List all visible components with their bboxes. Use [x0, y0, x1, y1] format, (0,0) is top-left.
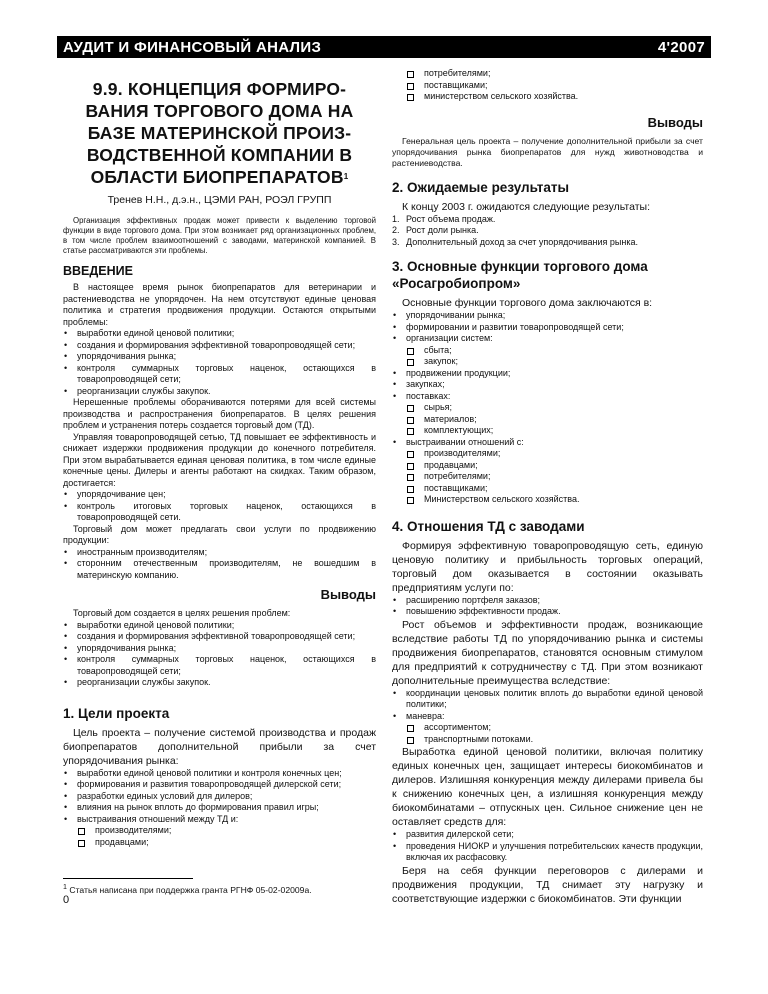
list-item: • организации систем:: [392, 333, 703, 345]
square-list: [392, 345, 703, 368]
conclusions-heading: Выводы: [647, 114, 703, 130]
list-item: • выработки единой ценовой политики;: [63, 620, 376, 632]
list-item: • иностранным производителям;: [63, 547, 376, 559]
list-item: ассортиментом;: [406, 722, 703, 734]
list-item: • реорганизации службы закупок.: [63, 386, 376, 398]
paragraph: В настоящее время рынок биопрепаратов для ветеринарии и растениеводства не упорядочен. На нем отсутствуют единые ценовая политика и стратегия продвижения продукции. Остаются открытыми проблемы:: [63, 282, 376, 327]
right-column: [392, 66, 703, 906]
list-item: • продвижении продукции;: [392, 368, 703, 380]
list-item: продавцами;: [406, 460, 703, 472]
numbered-list: [392, 214, 703, 249]
bullet-list: [392, 368, 703, 403]
intro-heading: ВВЕДЕНИЕ: [63, 264, 133, 278]
list-item: • контроль итоговых торговых наценок, остающихся в товаропроводящей сети.: [63, 501, 376, 524]
bullet-list: [392, 437, 703, 449]
item-text: Рост доли рынка.: [406, 225, 479, 235]
list-item: • формировании и развитии товаропроводящей сети;: [392, 322, 703, 334]
paragraph: Торговый дом создается в целях решения проблем:: [73, 608, 291, 618]
functions-heading: 3. Основные функции торгового дома «Росагробиопром»: [392, 259, 648, 291]
paragraph: Торговый дом может предлагать свои услуги по продвижению продукции:: [63, 523, 376, 545]
list-item: • выстраивания отношений между ТД и:: [63, 814, 376, 826]
list-item: транспортными потоками.: [406, 734, 703, 746]
list-item: • маневра:: [392, 711, 703, 723]
paragraph: Выработка единой ценовой политики, включая политику единых конечных цен, защищает интересы биокомбинатов и дилеров. Излишняя конкуренция между дилерами привела бы к снижению конечных цен, а излишняя конкуренция между биокомбинатами – отпускных цен. Сильное снижение цен не оставляет средств для:: [392, 746, 703, 828]
list-item: [392, 225, 703, 237]
list-item: • упорядочивания рынка;: [63, 351, 376, 363]
list-item: • контроля суммарных торговых наценок, остающихся в товаропроводящей сети;: [63, 654, 376, 677]
list-item: сырья;: [406, 402, 703, 414]
relations-heading: 4. Отношения ТД с заводами: [392, 518, 585, 534]
list-item: • создания и формирования эффективной товаропроводящей сети;: [63, 340, 376, 352]
square-list: [392, 448, 703, 506]
article-title-text: 9.9. КОНЦЕПЦИЯ ФОРМИРО-ВАНИЯ ТОРГОВОГО ДОМА НА БАЗЕ МАТЕРИНСКОЙ ПРОИЗ-ВОДСТВЕННОЙ КОМПАНИИ В ОБЛАСТИ БИОПРЕПАРАТОВ: [85, 79, 354, 187]
bullet-list: [63, 547, 376, 582]
list-item: продавцами;: [77, 837, 376, 849]
footnote-text: Статья написана при поддержка гранта РГНФ 05-02-02009а.: [69, 884, 312, 895]
list-item: министерством сельского хозяйства.: [406, 91, 703, 103]
list-item: закупок;: [406, 356, 703, 368]
bullet-list: [392, 829, 703, 864]
list-item: • разработки единых условий для дилеров;: [63, 791, 376, 803]
list-item: [392, 214, 703, 226]
list-item: • проведения НИОКР и улучшения потребительских качеств продукции, включая их расфасовку.: [392, 841, 703, 864]
list-item: потребителями;: [406, 471, 703, 483]
paragraph: Цель проекта – получение системой производства и продаж биопрепаратов дополнительной прибыли за счет упорядочивания рынка:: [63, 726, 376, 767]
list-item: • закупках;: [392, 379, 703, 391]
list-item: • координации ценовых политик вплоть до выработки единой ценовой политики;: [392, 688, 703, 711]
list-item: • выстраивании отношений с:: [392, 437, 703, 449]
journal-title: АУДИТ И ФИНАНСОВЫЙ АНАЛИЗ: [63, 38, 322, 56]
list-item: комплектующих;: [406, 425, 703, 437]
paragraph: Управляя товаропроводящей сетью, ТД повышает ее эффективность и снижает издержки продвижения продукции до конечного потребителя. При этом вырабатывается единая ценовая политика, в том числе единые конечные цены. Дилеры и агенты работают на скидках. Таким образом, достигается:: [63, 431, 376, 488]
journal-header: [57, 36, 711, 58]
footnote: [63, 882, 376, 896]
item-text: Дополнительный доход за счет упорядочивания рынка.: [406, 236, 639, 247]
results-heading: 2. Ожидаемые результаты: [392, 179, 569, 195]
item-number: 2.: [392, 225, 400, 235]
page-number: 0: [63, 894, 70, 906]
square-list: [392, 68, 703, 103]
list-item: • влияния на рынок вплоть до формирования правил игры;: [63, 802, 376, 814]
bullet-list: [392, 595, 703, 618]
paragraph: Формируя эффективную товаропроводящую сеть, единую ценовую политику и прибыльность торговых операций, торговый дом оказывается в состоянии оказывать предприятиям услуги по:: [392, 539, 703, 594]
item-number: 1.: [392, 213, 400, 224]
paragraph: Основные функции торгового дома заключаются в:: [402, 297, 653, 309]
list-item: • создания и формирования эффективной товаропроводящей сети;: [63, 631, 376, 643]
item-number: 3.: [392, 236, 400, 247]
list-item: • сторонним отечественным производителям, не вошедшим в материнскую компанию.: [63, 558, 376, 581]
paragraph: Генеральная цель проекта – получение дополнительной прибыли за счет упорядочивания рынка биопрепаратов для нужд животноводства и растениеводства.: [392, 135, 703, 168]
list-item: производителями;: [77, 825, 376, 837]
list-item: • реорганизации службы закупок.: [63, 677, 376, 689]
bullet-list: [63, 489, 376, 524]
item-text: Рост объема продаж.: [406, 213, 496, 224]
list-item: • развития дилерской сети;: [392, 829, 703, 841]
article-title: [63, 78, 376, 188]
list-item: • расширению портфеля заказов;: [392, 595, 703, 607]
list-item: • упорядочивания рынка;: [63, 643, 376, 655]
abstract: Организация эффективных продаж может привести к выделению торговой функции в виде торгового дома. При этом возникает ряд организационных проблем, в том числе проблем взаимоотношений с заводами, материнской компанией. В статье рассматриваются эти проблемы.: [63, 216, 376, 255]
footnote-mark: 1: [343, 172, 349, 181]
paragraph: Рост объемов и эффективности продаж, возникающие вследствие работы ТД по упорядочиванию рынка и системы продвижения биопрепаратов, становятся основным стимулом для предприятий к сотрудничеству с ТД. При этом возникают дополнительные преимущества вследствие:: [392, 618, 703, 687]
list-item: производителями;: [406, 448, 703, 460]
bullet-list: [63, 328, 376, 397]
list-item: сбыта;: [406, 345, 703, 357]
list-item: • формирования и развития товаропроводящей дилерской сети;: [63, 779, 376, 791]
list-item: [392, 237, 703, 249]
issue-number: 4'2007: [657, 38, 705, 56]
paragraph: Беря на себя функции переговоров с дилерами и продвижения продукции, ТД снимает эту нагрузку и соответствующие издержки с биокомбинатов. Эти функции: [392, 864, 703, 905]
list-item: • поставках:: [392, 391, 703, 403]
square-list: [392, 402, 703, 437]
goals-heading: 1. Цели проекта: [63, 705, 170, 721]
square-list: [392, 722, 703, 745]
list-item: • выработки единой ценовой политики;: [63, 328, 376, 340]
list-item: Министерством сельского хозяйства.: [406, 494, 703, 506]
footnote-number: 1: [63, 883, 67, 891]
list-item: • повышению эффективности продаж.: [392, 606, 703, 618]
authors: Тренев Н.Н., д.э.н., ЦЭМИ РАН, РОЭЛ ГРУПП: [107, 194, 332, 206]
paragraph: Нерешенные проблемы оборачиваются потерями для всей системы производства и распространения биопрепаратов. В целях решения проблем и устранения потерь создается торговый дом (ТД).: [63, 397, 376, 430]
bullet-list: [392, 310, 703, 345]
footnote-divider: [63, 878, 193, 879]
conclusions-heading: Выводы: [320, 587, 376, 602]
list-item: поставщиками;: [406, 483, 703, 495]
list-item: материалов;: [406, 414, 703, 426]
list-item: • выработки единой ценовой политики и контроля конечных цен;: [63, 768, 376, 780]
list-item: потребителями;: [406, 68, 703, 80]
paragraph: К концу 2003 г. ожидаются следующие результаты:: [402, 200, 651, 213]
left-column: [63, 66, 376, 896]
list-item: • упорядочивании рынка;: [392, 310, 703, 322]
list-item: • контроля суммарных торговых наценок, остающихся в товаропроводящей сети;: [63, 363, 376, 386]
bullet-list: [63, 768, 376, 826]
bullet-list: [392, 688, 703, 723]
square-list: [63, 825, 376, 848]
list-item: • упорядочивание цен;: [63, 489, 376, 501]
list-item: поставщиками;: [406, 80, 703, 92]
bullet-list: [63, 620, 376, 689]
